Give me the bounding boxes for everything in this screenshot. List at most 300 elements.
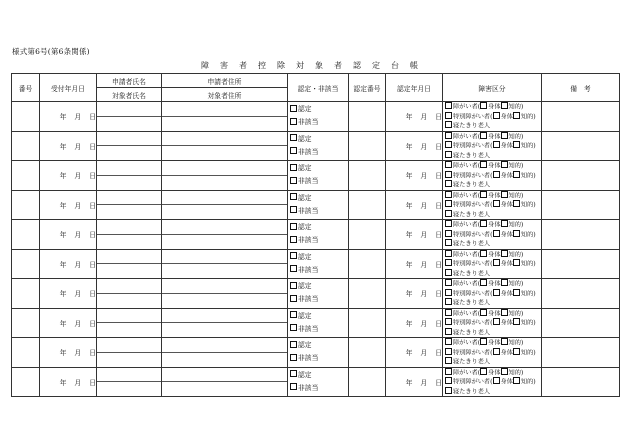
applicant-address-field[interactable] [162,161,287,176]
physical-label: 身体 [488,310,501,317]
special-disabled-option[interactable] [443,377,541,387]
checkbox-icon[interactable] [445,368,452,375]
cell-cert-number[interactable] [349,161,386,191]
checkbox-icon[interactable] [480,161,487,168]
intellectual-label: 知的) [520,231,536,238]
checkbox-icon[interactable] [493,348,500,355]
cell-remarks[interactable] [542,308,620,338]
cell-names [97,249,162,279]
cell-names [97,308,162,338]
cell-names [97,220,162,250]
bedridden-option[interactable] [443,328,541,338]
approved-option[interactable] [288,251,348,264]
target-name-field[interactable] [97,205,161,219]
not-applicable-option[interactable] [288,175,348,188]
cell-received-date[interactable] [40,249,97,279]
target-name-field[interactable] [97,323,161,337]
cell-remarks[interactable] [542,338,620,368]
table-row [12,161,620,191]
approved-option[interactable] [288,280,348,293]
disabled-option[interactable] [443,279,541,289]
checkbox-icon[interactable] [290,282,297,289]
physical-label: 身体 [488,339,501,347]
cell-names [97,338,162,368]
checkbox-icon[interactable] [445,259,452,266]
checkbox-icon[interactable] [493,141,500,148]
approved-option[interactable] [288,162,348,175]
bedridden-option[interactable] [443,269,541,279]
not-applicable-option[interactable] [288,293,348,306]
checkbox-icon[interactable] [290,324,297,331]
checkbox-icon[interactable] [480,309,487,316]
intellectual-label: 知的) [508,339,524,347]
target-address-field[interactable] [162,323,287,337]
checkbox-icon[interactable] [445,171,452,178]
approved-label: 認定 [298,282,312,291]
cell-names [97,102,162,132]
approved-label: 認定 [298,193,312,202]
month-label: 月 [420,231,428,240]
cell-remarks[interactable] [542,249,620,279]
cell-number[interactable] [12,249,40,279]
target-name-field[interactable] [97,294,161,308]
cell-remarks[interactable] [542,220,620,250]
cell-disability-category [443,220,542,250]
special-disabled-option[interactable] [443,230,541,240]
special-disabled-option[interactable] [443,348,541,358]
applicant-address-field[interactable] [162,250,287,265]
checkbox-icon[interactable] [480,279,487,286]
cell-number[interactable] [12,367,40,397]
cell-addresses [162,279,288,309]
special-disabled-option[interactable] [443,171,541,181]
checkbox-icon[interactable] [290,252,297,259]
target-name-field[interactable] [97,146,161,160]
checkbox-icon[interactable] [445,200,452,207]
ledger-body [12,102,620,397]
applicant-address-field[interactable] [162,368,287,383]
target-address-field[interactable] [162,235,287,249]
bedridden-option[interactable] [443,357,541,367]
checkbox-icon[interactable] [445,191,452,198]
checkbox-icon[interactable] [445,132,452,139]
checkbox-icon[interactable] [480,220,487,227]
month-label: 月 [420,201,428,210]
cell-remarks[interactable] [542,279,620,309]
applicant-name-field[interactable] [97,368,161,383]
form-number: 様式第6号(第6条関係) [12,47,90,56]
bedridden-option[interactable] [443,239,541,249]
approved-label: 認定 [298,134,312,143]
checkbox-icon[interactable] [513,348,520,355]
year-label: 年 [405,113,413,122]
not-applicable-option[interactable] [288,382,348,395]
approved-option[interactable] [288,310,348,323]
disabled-option[interactable] [443,250,541,260]
intellectual-label: 知的) [520,290,536,297]
day-label: 日 [435,142,442,151]
cell-names [97,131,162,161]
cell-judgment [288,249,349,279]
checkbox-icon[interactable] [513,230,520,237]
cell-cert-date[interactable] [386,161,443,191]
year-label: 年 [59,260,67,269]
checkbox-icon[interactable] [513,318,520,325]
applicant-address-field[interactable] [162,102,287,117]
checkbox-icon[interactable] [501,279,508,286]
special-disabled-option[interactable] [443,112,541,122]
bedridden-option[interactable] [443,151,541,161]
year-label: 年 [405,349,413,358]
not-applicable-option[interactable] [288,116,348,129]
checkbox-icon[interactable] [290,383,297,390]
year-label: 年 [405,378,413,387]
checkbox-icon[interactable] [501,102,508,109]
cell-number[interactable] [12,131,40,161]
checkbox-icon[interactable] [493,318,500,325]
checkbox-icon[interactable] [290,236,297,243]
page-title: 障害者控除対象者認定台帳 [201,61,429,70]
target-address-field[interactable] [162,205,287,219]
checkbox-icon[interactable] [480,132,487,139]
checkbox-icon[interactable] [290,370,297,377]
checkbox-icon[interactable] [513,200,520,207]
approved-option[interactable] [288,339,348,352]
checkbox-icon[interactable] [445,250,452,257]
checkbox-icon[interactable] [290,223,297,230]
disabled-option[interactable] [443,309,541,319]
special-disabled-option[interactable] [443,289,541,299]
applicant-address-field[interactable] [162,309,287,324]
approved-label: 認定 [298,105,312,114]
cell-cert-number[interactable] [349,190,386,220]
checkbox-icon[interactable] [501,161,508,168]
target-address-field[interactable] [162,264,287,278]
bedridden-option[interactable] [443,121,541,131]
target-address-field[interactable] [162,382,287,396]
cell-number[interactable] [12,102,40,132]
cell-cert-number[interactable] [349,338,386,368]
day-label: 日 [435,378,442,387]
applicant-name-field[interactable] [97,132,161,147]
intellectual-label: 知的) [520,319,536,327]
cell-cert-date[interactable] [386,367,443,397]
approved-option[interactable] [288,133,348,146]
checkbox-icon[interactable] [290,341,297,348]
checkbox-icon[interactable] [445,318,452,325]
checkbox-icon[interactable] [501,191,508,198]
checkbox-icon[interactable] [480,368,487,375]
checkbox-icon[interactable] [445,348,452,355]
checkbox-icon[interactable] [445,141,452,148]
checkbox-icon[interactable] [480,102,487,109]
cell-cert-date[interactable] [386,338,443,368]
target-name-field[interactable] [97,353,161,367]
cell-received-date[interactable] [40,131,97,161]
checkbox-icon[interactable] [445,279,452,286]
applicant-address-field[interactable] [162,338,287,353]
cell-cert-number[interactable] [349,367,386,397]
bedridden-option[interactable] [443,180,541,190]
disabled-option[interactable] [443,220,541,230]
physical-label: 身体 [500,113,513,120]
not-applicable-option[interactable] [288,323,348,336]
checkbox-icon[interactable] [493,259,500,266]
disabled-option[interactable] [443,132,541,142]
disabled-option[interactable] [443,191,541,201]
target-address-field[interactable] [162,294,287,308]
cell-cert-date[interactable] [386,131,443,161]
disabled-option[interactable] [443,102,541,112]
disabled-option[interactable] [443,161,541,171]
target-address-field[interactable] [162,117,287,131]
cell-cert-date[interactable] [386,308,443,338]
cell-number[interactable] [12,190,40,220]
cell-addresses [162,249,288,279]
checkbox-icon[interactable] [290,118,297,125]
disabled-option[interactable] [443,368,541,378]
checkbox-icon[interactable] [445,338,452,345]
col-header-remarks: 備 考 [542,74,620,102]
cell-received-date[interactable] [40,102,97,132]
cell-cert-number[interactable] [349,131,386,161]
month-label: 月 [420,260,428,269]
col-header-applicant-address: 申請者住所 [162,74,288,88]
cell-received-date[interactable] [40,279,97,309]
cell-received-date[interactable] [40,338,97,368]
approved-option[interactable] [288,369,348,382]
cell-cert-number[interactable] [349,102,386,132]
checkbox-icon[interactable] [480,338,487,345]
day-label: 日 [89,319,96,328]
not-applicable-option[interactable] [288,146,348,159]
checkbox-icon[interactable] [445,387,452,394]
cell-cert-date[interactable] [386,190,443,220]
checkbox-icon[interactable] [290,193,297,200]
not-applicable-option[interactable] [288,352,348,365]
day-label: 日 [89,172,96,181]
cell-remarks[interactable] [542,190,620,220]
target-name-field[interactable] [97,176,161,190]
checkbox-icon[interactable] [513,289,520,296]
day-label: 日 [89,113,96,122]
checkbox-icon[interactable] [445,230,452,237]
applicant-address-field[interactable] [162,191,287,206]
cell-disability-category [443,190,542,220]
applicant-name-field[interactable] [97,279,161,294]
special-disabled-option[interactable] [443,318,541,328]
special-disabled-label: 特別障がい者( [453,172,493,179]
checkbox-icon[interactable] [445,289,452,296]
checkbox-icon[interactable] [445,112,452,119]
target-address-field[interactable] [162,146,287,160]
approved-label: 認定 [298,311,312,320]
applicant-name-field[interactable] [97,309,161,324]
checkbox-icon[interactable] [493,230,500,237]
year-label: 年 [59,172,67,181]
checkbox-icon[interactable] [513,171,520,178]
cell-cert-date[interactable] [386,102,443,132]
checkbox-icon[interactable] [445,161,452,168]
disabled-option[interactable] [443,338,541,348]
checkbox-icon[interactable] [513,259,520,266]
target-name-field[interactable] [97,382,161,396]
target-address-field[interactable] [162,176,287,190]
applicant-name-field[interactable] [97,191,161,206]
special-disabled-option[interactable] [443,200,541,210]
cell-disability-category [443,367,542,397]
approved-label: 認定 [298,164,312,173]
bedridden-option[interactable] [443,387,541,397]
checkbox-icon[interactable] [445,102,452,109]
checkbox-icon[interactable] [445,121,452,128]
disabled-label: 障がい者( [453,133,481,140]
checkbox-icon[interactable] [501,132,508,139]
cell-number[interactable] [12,220,40,250]
col-header-number: 番号 [12,74,40,102]
applicant-name-field[interactable] [97,161,161,176]
checkbox-icon[interactable] [290,105,297,112]
not-applicable-label: 非該当 [298,177,319,186]
checkbox-icon[interactable] [501,250,508,257]
month-label: 月 [74,231,82,240]
cell-received-date[interactable] [40,161,97,191]
target-name-field[interactable] [97,264,161,278]
applicant-address-field[interactable] [162,220,287,235]
checkbox-icon[interactable] [445,328,452,335]
checkbox-icon[interactable] [493,171,500,178]
checkbox-icon[interactable] [445,220,452,227]
col-header-cert-number: 認定番号 [349,74,386,102]
cell-addresses [162,220,288,250]
not-applicable-option[interactable] [288,205,348,218]
cell-cert-date[interactable] [386,220,443,250]
cell-received-date[interactable] [40,308,97,338]
target-name-field[interactable] [97,117,161,131]
month-label: 月 [74,319,82,328]
checkbox-icon[interactable] [290,134,297,141]
cell-received-date[interactable] [40,220,97,250]
cell-number[interactable] [12,308,40,338]
intellectual-label: 知的) [508,103,524,111]
checkbox-icon[interactable] [290,354,297,361]
checkbox-icon[interactable] [445,151,452,158]
day-label: 日 [89,231,96,240]
special-disabled-option[interactable] [443,141,541,151]
checkbox-icon[interactable] [501,220,508,227]
checkbox-icon[interactable] [445,180,452,187]
checkbox-icon[interactable] [513,141,520,148]
cell-judgment [288,220,349,250]
cell-remarks[interactable] [542,131,620,161]
checkbox-icon[interactable] [480,191,487,198]
checkbox-icon[interactable] [493,289,500,296]
cell-judgment [288,190,349,220]
cell-cert-number[interactable] [349,249,386,279]
not-applicable-option[interactable] [288,264,348,277]
cell-cert-number[interactable] [349,220,386,250]
checkbox-icon[interactable] [445,210,452,217]
checkbox-icon[interactable] [290,147,297,154]
checkbox-icon[interactable] [501,309,508,316]
checkbox-icon[interactable] [290,206,297,213]
cell-remarks[interactable] [542,367,620,397]
applicant-name-field[interactable] [97,338,161,353]
table-row [12,279,620,309]
cell-judgment [288,279,349,309]
checkbox-icon[interactable] [445,269,452,276]
approved-option[interactable] [288,221,348,234]
cell-judgment [288,131,349,161]
checkbox-icon[interactable] [493,377,500,384]
checkbox-icon[interactable] [513,112,520,119]
target-address-field[interactable] [162,353,287,367]
day-label: 日 [89,201,96,210]
checkbox-icon[interactable] [501,368,508,375]
col-header-applicant-name: 申請者氏名 [97,74,162,88]
checkbox-icon[interactable] [493,112,500,119]
applicant-name-field[interactable] [97,102,161,117]
cell-judgment [288,102,349,132]
cell-cert-date[interactable] [386,279,443,309]
checkbox-icon[interactable] [445,298,452,305]
checkbox-icon[interactable] [290,311,297,318]
approved-option[interactable] [288,192,348,205]
applicant-address-field[interactable] [162,279,287,294]
checkbox-icon[interactable] [445,357,452,364]
applicant-name-field[interactable] [97,250,161,265]
bedridden-option[interactable] [443,298,541,308]
intellectual-label: 知的) [508,221,524,229]
bedridden-option[interactable] [443,210,541,220]
special-disabled-option[interactable] [443,259,541,269]
cell-cert-number[interactable] [349,308,386,338]
cell-cert-date[interactable] [386,249,443,279]
checkbox-icon[interactable] [290,265,297,272]
checkbox-icon[interactable] [290,295,297,302]
not-applicable-option[interactable] [288,234,348,247]
checkbox-icon[interactable] [290,177,297,184]
cell-number[interactable] [12,279,40,309]
cell-disability-category [443,102,542,132]
target-name-field[interactable] [97,235,161,249]
cell-remarks[interactable] [542,161,620,191]
cell-addresses [162,131,288,161]
physical-label: 身体 [500,201,513,209]
special-disabled-label: 特別障がい者( [453,142,493,150]
cell-cert-number[interactable] [349,279,386,309]
checkbox-icon[interactable] [290,164,297,171]
applicant-name-field[interactable] [97,220,161,235]
cell-received-date[interactable] [40,190,97,220]
checkbox-icon[interactable] [445,377,452,384]
checkbox-icon[interactable] [501,338,508,345]
cell-received-date[interactable] [40,367,97,397]
checkbox-icon[interactable] [480,250,487,257]
cell-number[interactable] [12,161,40,191]
table-row [12,249,620,279]
checkbox-icon[interactable] [445,309,452,316]
checkbox-icon[interactable] [493,200,500,207]
checkbox-icon[interactable] [445,239,452,246]
applicant-address-field[interactable] [162,132,287,147]
cell-number[interactable] [12,338,40,368]
checkbox-icon[interactable] [513,377,520,384]
cell-remarks[interactable] [542,102,620,132]
approved-option[interactable] [288,103,348,116]
physical-label: 身体 [488,251,501,258]
intellectual-label: 知的) [508,133,524,140]
